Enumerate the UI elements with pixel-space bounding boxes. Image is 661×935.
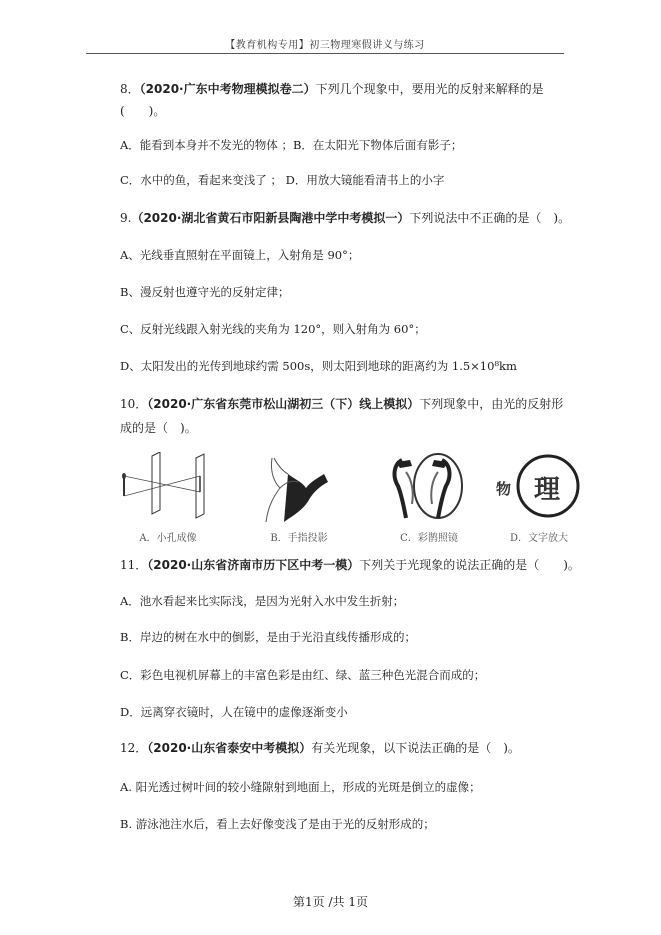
question-10-stem-cont: 成的是（ )。 xyxy=(120,421,197,435)
question-9-option-d: D、太阳发出的光传到地球约需 500s，则太阳到地球的距离约为 1.5×10⁸km xyxy=(120,359,517,373)
figure-caption-d: D．文字放大 xyxy=(509,533,569,544)
question-12-option-b: B. 游泳池注水后，看上去好像变浅了是由于光的反射形成的； xyxy=(120,817,435,831)
figure-pinhole xyxy=(118,452,218,544)
figure-hand-shadow xyxy=(244,452,354,544)
question-12-source: （2020·山东省泰安中考模拟） xyxy=(147,741,312,755)
question-11-option-a: A．池水看起来比实际浅，是因为光射入水中发生折射； xyxy=(120,594,405,608)
question-12-stem: 12．（2020·山东省泰安中考模拟）有关光现象，以下说法正确的是（ )。 xyxy=(120,741,520,755)
question-11-option-c: C．彩色电视机屏幕上的丰富色彩是由红、绿、蓝三种色光混合而成的； xyxy=(120,668,486,682)
question-9-stem: 9.（2020·湖北省黄石市阳新县陶港中学中考模拟一）下列说法中不正确的是（ )。 xyxy=(120,211,571,225)
question-11-option-b: B．岸边的树在水中的倒影，是由于光沿直线传播形成的； xyxy=(120,630,416,644)
figure-caption-b: B．手指投影 xyxy=(270,533,328,544)
question-9-option-b: B、漫反射也遵守光的反射定律； xyxy=(120,285,290,299)
page-header: 【教育机构专用】初三物理寒假讲义与练习 xyxy=(225,40,425,51)
magnifier-icon xyxy=(490,452,588,524)
header-divider xyxy=(86,53,564,54)
question-10-figures xyxy=(118,452,588,544)
figure-caption-c: C．彩鹊照镜 xyxy=(400,533,458,544)
question-10-stem: 10．（2020·广东省东莞市松山湖初三（下）线上模拟）下列现象中，由光的反射形 xyxy=(120,397,564,411)
question-11-stem: 11．（2020·山东省济南市历下区中考一模）下列关于光现象的说法正确的是（ )。 xyxy=(120,558,580,572)
question-8-option-ab: A．能看到本身并不发光的物体 ；B．在太阳光下物体后面有影子； xyxy=(120,138,463,152)
question-8-stem-cont: ( )。 xyxy=(120,104,166,118)
question-12-option-a: A. 阳光透过树叶间的较小缝隙射到地面上，形成的光斑是倒立的虚像； xyxy=(120,780,481,794)
question-8-option-cd: C．水中的鱼，看起来变浅了 ； D．用放大镜能看清书上的小字 xyxy=(120,173,445,187)
hand-shadow-icon xyxy=(244,452,354,524)
figure-magpie-mirror xyxy=(376,452,482,544)
magnifier-text-large: 理 xyxy=(534,475,561,505)
question-9-source: （2020·湖北省黄石市阳新县陶港中学中考模拟一） xyxy=(131,211,410,225)
figure-caption-a: A．小孔成像 xyxy=(139,533,197,544)
question-11-source: （2020·山东省济南市历下区中考一模） xyxy=(147,558,360,572)
question-8-stem: 8．（2020·广东中考物理模拟卷二）下列几个现象中，要用光的反射来解释的是 xyxy=(120,82,544,96)
question-9-option-a: A、光线垂直照射在平面镜上，入射角是 90°； xyxy=(120,248,360,262)
figure-magnifier xyxy=(490,452,588,544)
magnifier-text-small: 物 xyxy=(496,480,512,498)
question-8-source: （2020·广东中考物理模拟卷二） xyxy=(139,82,316,96)
page-footer: 第1页 /共 1页 xyxy=(293,895,368,909)
question-10-source: （2020·广东省东莞市松山湖初三（下）线上模拟） xyxy=(147,397,420,411)
pinhole-camera-icon xyxy=(118,452,218,524)
question-9-option-c: C、反射光线跟入射光线的夹角为 120°，则入射角为 60°； xyxy=(120,322,426,336)
question-11-option-d: D．远离穿衣镜时，人在镜中的虚像逐渐变小 xyxy=(120,705,348,719)
mirror-bird-icon xyxy=(376,452,482,524)
